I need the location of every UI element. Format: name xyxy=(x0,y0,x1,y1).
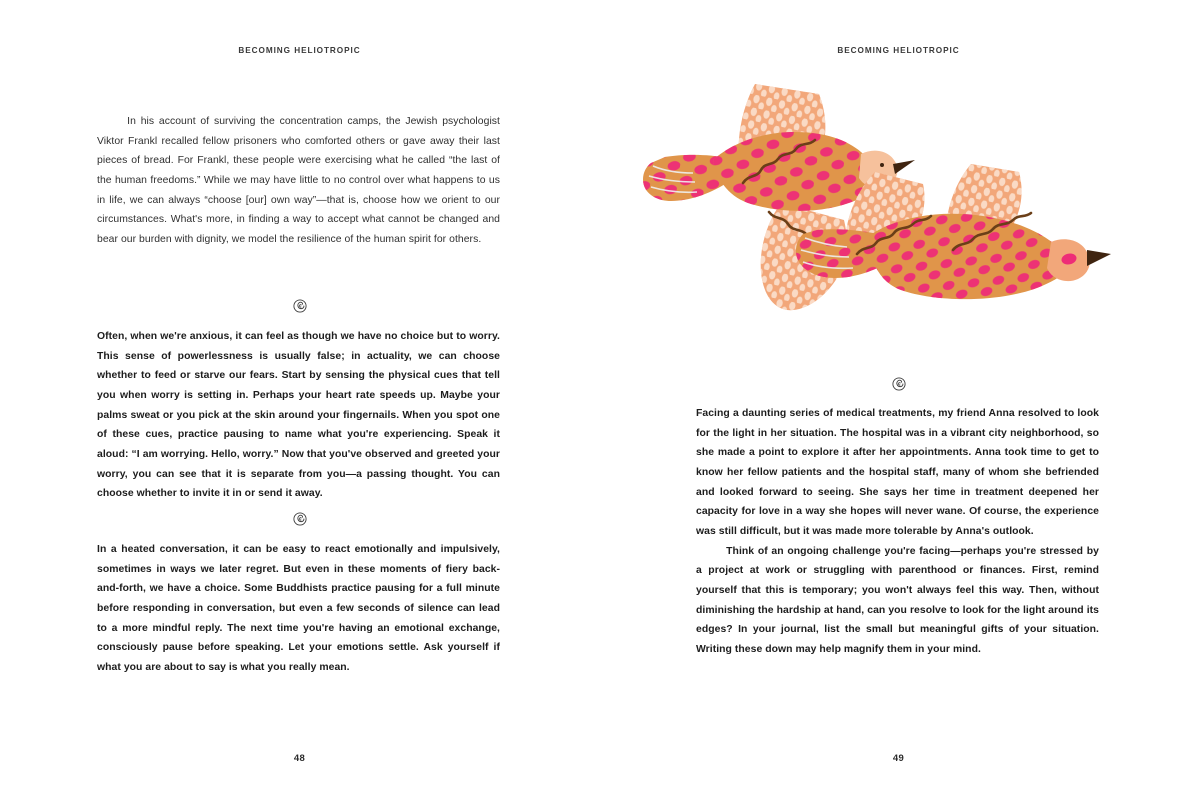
section-ornament-3 xyxy=(599,377,1198,391)
section-ornament-2 xyxy=(0,512,599,526)
paragraph-anna-story: Facing a daunting series of medical treatments, my friend Anna resolved to look for the light in her situation. The hospital was in a vibrant city neighborhood, so she made a point to explore it after her appointments. Anna took time to get to know her fellow patients and the hospital staff, many of whom she befriended and looked forward to seeing. She says her time in treatment deepened her capacity for love in a way she hopes will never wane. Of course, the experience was still difficult, but it was made more tolerable by Anna's outlook. xyxy=(696,408,1099,537)
paragraph-worry-exercise: Often, when we're anxious, it can feel as though we have no choice but to worry. This sense of powerlessness is usually false; in actuality, we can choose whether to feed or starve our fears. Start by sensing the physical cues that tell you when worry is setting in. Perhaps your heart rate speeds up. Maybe your palms sweat or you pick at the skin around your fingernails. When you spot one of these cues, practice pausing to name what you're experiencing. Speak it aloud: “I am worrying. Hello, worry.” Now that you've observed and greeted your worry, you can see that it is separate from you—a passing thought. You can choose whether to invite it in or send it away. xyxy=(97,331,500,500)
running-head-left: BECOMING HELIOTROPIC xyxy=(238,46,361,55)
two-flying-birds-illustration xyxy=(639,70,1159,330)
left-body-block-3 xyxy=(97,540,500,678)
paragraph-pause-exercise: In a heated conversation, it can be easy to react emotionally and impulsively, sometimes in ways we later regret. But even in these moments of fiery back-and-forth, we have a choice. Some Buddhists practice pausing for a full minute before responding in conversation, but even a few seconds of silence can lead to a more mindful reply. The next time you're having an emotional exchange, consciously pause before speaking. Let your emotions settle. Ask yourself if what you are about to say is what you really mean. xyxy=(97,544,500,673)
page-number-right: 49 xyxy=(892,753,905,764)
page-number-left: 48 xyxy=(293,753,306,764)
right-body-block xyxy=(696,404,1099,660)
left-body-block-2 xyxy=(97,327,500,504)
paragraph-frankl: In his account of surviving the concentration camps, the Jewish psychologist Viktor Frankl recalled fellow prisoners who comforted others or gave away their last pieces of bread. For Frankl, these people were exercising what he called “the last of the human freedoms.” While we may have little to no control over what happens to us in life, we can always “choose [our] own way”—that is, choose how we orient to our circumstances. What's more, in finding a way to accept what cannot be changed and bear our burden with dignity, we model the resilience of the human spirit for others. xyxy=(97,116,500,245)
left-body-block-1 xyxy=(97,112,500,250)
paragraph-ongoing-challenge: Think of an ongoing challenge you're facing—perhaps you're stressed by a project at work or struggling with parenthood or finances. First, remind yourself that this is temporary; you won't always feel this way. Then, without diminishing the hardship at hand, can you resolve to look for the light around its edges? In your journal, list the small but meaningful gifts of your situation. Writing these down may help magnify them in your mind. xyxy=(696,545,1099,655)
right-page xyxy=(599,0,1198,800)
running-head-right: BECOMING HELIOTROPIC xyxy=(837,46,960,55)
section-ornament-1 xyxy=(0,299,599,313)
